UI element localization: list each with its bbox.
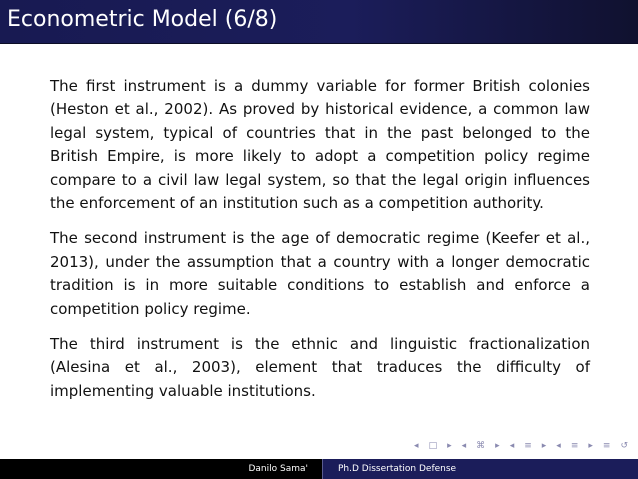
search-icon[interactable]: ↺	[620, 441, 628, 451]
beamer-navigation	[414, 441, 628, 451]
slide-content	[50, 75, 590, 403]
frame-icon[interactable]: □	[428, 441, 438, 451]
prev-subsection-icon[interactable]: ◂	[461, 441, 467, 451]
next-section-icon[interactable]: ▸	[541, 441, 547, 451]
footer-author: Danilo Sama'	[0, 459, 322, 479]
next-slide-icon[interactable]: ▸	[588, 441, 593, 451]
subsection-icon[interactable]: ⌘	[476, 441, 486, 451]
prev-section-icon[interactable]: ◂	[509, 441, 515, 451]
paragraph-text-1: The first instrument is a dummy variable for former British colonies (Heston et al., 2002). As proved by historical evidence, a common law legal system, typical of countries that in the past belonged to the British Empire, is more likely to adopt a competition policy regime compare to a civil law legal system, so that the legal origin influences the enforcement of an institution such as a competition authority.	[50, 77, 590, 213]
prev-slide-icon[interactable]: ◂	[556, 441, 561, 451]
instrument-paragraph-1	[50, 75, 590, 215]
slide-icon[interactable]: ≡	[570, 441, 579, 451]
next-subsection-icon[interactable]: ▸	[495, 441, 500, 451]
instrument-paragraph-3	[50, 333, 590, 403]
paragraph-text-3: The third instrument is the ethnic and linguistic fractionalization (Alesina et al., 2003), element that traduces the difficulty of implementing valuable institutions.	[50, 335, 590, 400]
instrument-paragraph-2	[50, 227, 590, 321]
section-icon[interactable]: ≡	[524, 441, 532, 451]
footer-subtitle: Ph.D Dissertation Defense	[322, 459, 638, 479]
paragraph-text-2: The second instrument is the age of democratic regime (Keefer et al., 2013), under the assumption that a country with a longer democratic tradition is in more suitable conditions to establish and enforce a competition policy regime.	[50, 229, 590, 318]
footer-divider	[322, 459, 323, 479]
next-frame-icon[interactable]: ▸	[447, 441, 452, 451]
prev-frame-icon[interactable]: ◂	[414, 441, 419, 451]
footer-bar	[0, 459, 638, 479]
slide-title: Econometric Model (6/8)	[7, 7, 278, 32]
outline-icon[interactable]: ≡	[602, 441, 611, 451]
title-bar	[0, 0, 638, 44]
